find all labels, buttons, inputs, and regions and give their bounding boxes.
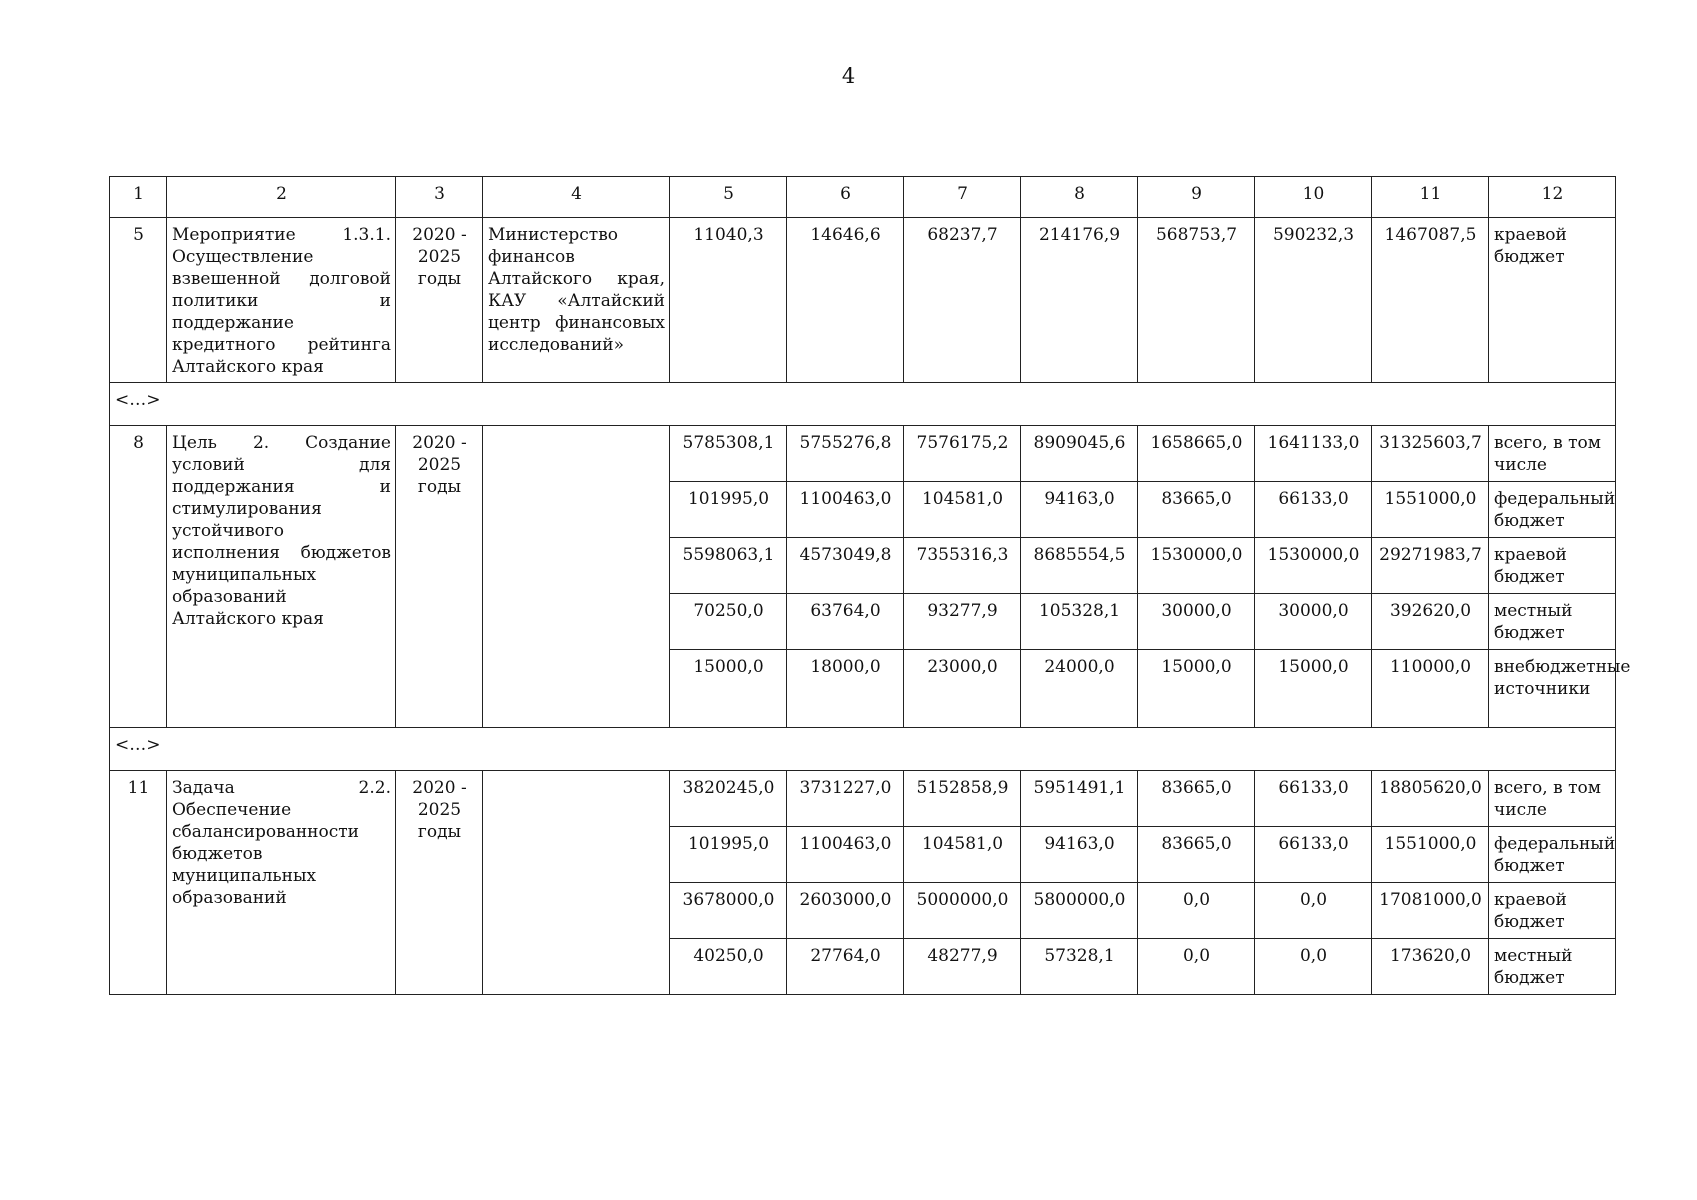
measure-name-cell: Задача 2.2. Обеспечение сбалансированности бюджетов муниципальных образований (167, 771, 396, 995)
value-cell: 3678000,0 (670, 883, 787, 939)
value-cell: 70250,0 (670, 594, 787, 650)
value-cell: 66133,0 (1255, 827, 1372, 883)
ellipsis-cell: <…> (110, 728, 1616, 771)
value-cell: 1641133,0 (1255, 426, 1372, 482)
ellipsis-cell: <…> (110, 383, 1616, 426)
value-cell: 5951491,1 (1021, 771, 1138, 827)
value-cell: 590232,3 (1255, 218, 1372, 383)
value-cell: 392620,0 (1372, 594, 1489, 650)
measure-name-cell: Мероприятие 1.3.1. Осуществление взвешенной долговой политики и поддержание кредитного рейтинга Алтайского края (167, 218, 396, 383)
value-cell: 105328,1 (1021, 594, 1138, 650)
funding-source-cell: внебюджетные источники (1489, 650, 1616, 728)
period-cell: 2020 - 2025 годы (396, 771, 483, 995)
value-cell: 5800000,0 (1021, 883, 1138, 939)
budget-table (109, 176, 1631, 995)
header-cell: 4 (483, 177, 670, 218)
value-cell: 93277,9 (904, 594, 1021, 650)
value-cell: 94163,0 (1021, 827, 1138, 883)
value-cell: 66133,0 (1255, 771, 1372, 827)
value-cell: 15000,0 (670, 650, 787, 728)
value-cell: 8909045,6 (1021, 426, 1138, 482)
funding-source-cell: всего, в том числе (1489, 426, 1616, 482)
value-cell: 101995,0 (670, 482, 787, 538)
header-cell: 5 (670, 177, 787, 218)
row-number-cell: 8 (110, 426, 167, 728)
value-cell: 104581,0 (904, 827, 1021, 883)
header-cell: 12 (1489, 177, 1616, 218)
header-cell: 3 (396, 177, 483, 218)
value-cell: 5152858,9 (904, 771, 1021, 827)
value-cell: 83665,0 (1138, 827, 1255, 883)
header-cell: 6 (787, 177, 904, 218)
header-cell: 1 (110, 177, 167, 218)
value-cell: 5000000,0 (904, 883, 1021, 939)
value-cell: 66133,0 (1255, 482, 1372, 538)
value-cell: 5785308,1 (670, 426, 787, 482)
executor-cell (483, 426, 670, 728)
value-cell: 1530000,0 (1255, 538, 1372, 594)
value-cell: 7355316,3 (904, 538, 1021, 594)
value-cell: 68237,7 (904, 218, 1021, 383)
value-cell: 17081000,0 (1372, 883, 1489, 939)
value-cell: 15000,0 (1138, 650, 1255, 728)
value-cell: 3820245,0 (670, 771, 787, 827)
period-cell: 2020 - 2025 годы (396, 218, 483, 383)
funding-source-cell: краевой бюджет (1489, 538, 1616, 594)
funding-source-cell: местный бюджет (1489, 939, 1616, 995)
row-number-cell: 11 (110, 771, 167, 995)
value-cell: 1530000,0 (1138, 538, 1255, 594)
header-cell: 7 (904, 177, 1021, 218)
value-cell: 2603000,0 (787, 883, 904, 939)
header-cell: 2 (167, 177, 396, 218)
value-cell: 29271983,7 (1372, 538, 1489, 594)
value-cell: 83665,0 (1138, 771, 1255, 827)
header-row (110, 177, 1616, 218)
value-cell: 40250,0 (670, 939, 787, 995)
value-cell: 0,0 (1138, 939, 1255, 995)
header-cell: 9 (1138, 177, 1255, 218)
ellipsis-row (110, 728, 1616, 771)
value-cell: 8685554,5 (1021, 538, 1138, 594)
value-cell: 104581,0 (904, 482, 1021, 538)
period-cell: 2020 - 2025 годы (396, 426, 483, 728)
funding-source-cell: краевой бюджет (1489, 218, 1616, 383)
value-cell: 1658665,0 (1138, 426, 1255, 482)
value-cell: 18000,0 (787, 650, 904, 728)
header-cell: 8 (1021, 177, 1138, 218)
value-cell: 23000,0 (904, 650, 1021, 728)
table-body (110, 177, 1631, 995)
value-cell: 48277,9 (904, 939, 1021, 995)
value-cell: 101995,0 (670, 827, 787, 883)
value-cell: 0,0 (1138, 883, 1255, 939)
value-cell: 1467087,5 (1372, 218, 1489, 383)
table-row (110, 218, 1616, 383)
value-cell: 63764,0 (787, 594, 904, 650)
funding-source-cell: федеральный бюджет (1489, 827, 1616, 883)
executor-cell: Министерство финансов Алтайского края, КАУ «Алтайский центр финансовых исследований» (483, 218, 670, 383)
funding-source-cell: краевой бюджет (1489, 883, 1616, 939)
value-cell: 27764,0 (787, 939, 904, 995)
value-cell: 1551000,0 (1372, 482, 1489, 538)
value-cell: 14646,6 (787, 218, 904, 383)
value-cell: 5598063,1 (670, 538, 787, 594)
value-cell: 31325603,7 (1372, 426, 1489, 482)
measure-name-cell: Цель 2. Создание условий для поддержания и стимулирования устойчивого исполнения бюджетов муниципальных образований Алтайского края (167, 426, 396, 728)
header-cell: 11 (1372, 177, 1489, 218)
value-cell: 30000,0 (1138, 594, 1255, 650)
table-row (110, 771, 1616, 827)
value-cell: 0,0 (1255, 883, 1372, 939)
value-cell: 110000,0 (1372, 650, 1489, 728)
row-number-cell: 5 (110, 218, 167, 383)
value-cell: 214176,9 (1021, 218, 1138, 383)
funding-source-cell: федеральный бюджет (1489, 482, 1616, 538)
value-cell: 94163,0 (1021, 482, 1138, 538)
funding-source-cell: местный бюджет (1489, 594, 1616, 650)
value-cell: 15000,0 (1255, 650, 1372, 728)
value-cell: 83665,0 (1138, 482, 1255, 538)
value-cell: 3731227,0 (787, 771, 904, 827)
value-cell: 0,0 (1255, 939, 1372, 995)
ellipsis-row (110, 383, 1616, 426)
funding-source-cell: всего, в том числе (1489, 771, 1616, 827)
value-cell: 568753,7 (1138, 218, 1255, 383)
header-cell: 10 (1255, 177, 1372, 218)
value-cell: 24000,0 (1021, 650, 1138, 728)
value-cell: 5755276,8 (787, 426, 904, 482)
value-cell: 1551000,0 (1372, 827, 1489, 883)
value-cell: 18805620,0 (1372, 771, 1489, 827)
value-cell: 7576175,2 (904, 426, 1021, 482)
page-number: 4 (841, 64, 856, 88)
value-cell: 1100463,0 (787, 827, 904, 883)
value-cell: 30000,0 (1255, 594, 1372, 650)
value-cell: 57328,1 (1021, 939, 1138, 995)
table-row (110, 426, 1616, 482)
value-cell: 173620,0 (1372, 939, 1489, 995)
value-cell: 1100463,0 (787, 482, 904, 538)
value-cell: 4573049,8 (787, 538, 904, 594)
value-cell: 11040,3 (670, 218, 787, 383)
executor-cell (483, 771, 670, 995)
